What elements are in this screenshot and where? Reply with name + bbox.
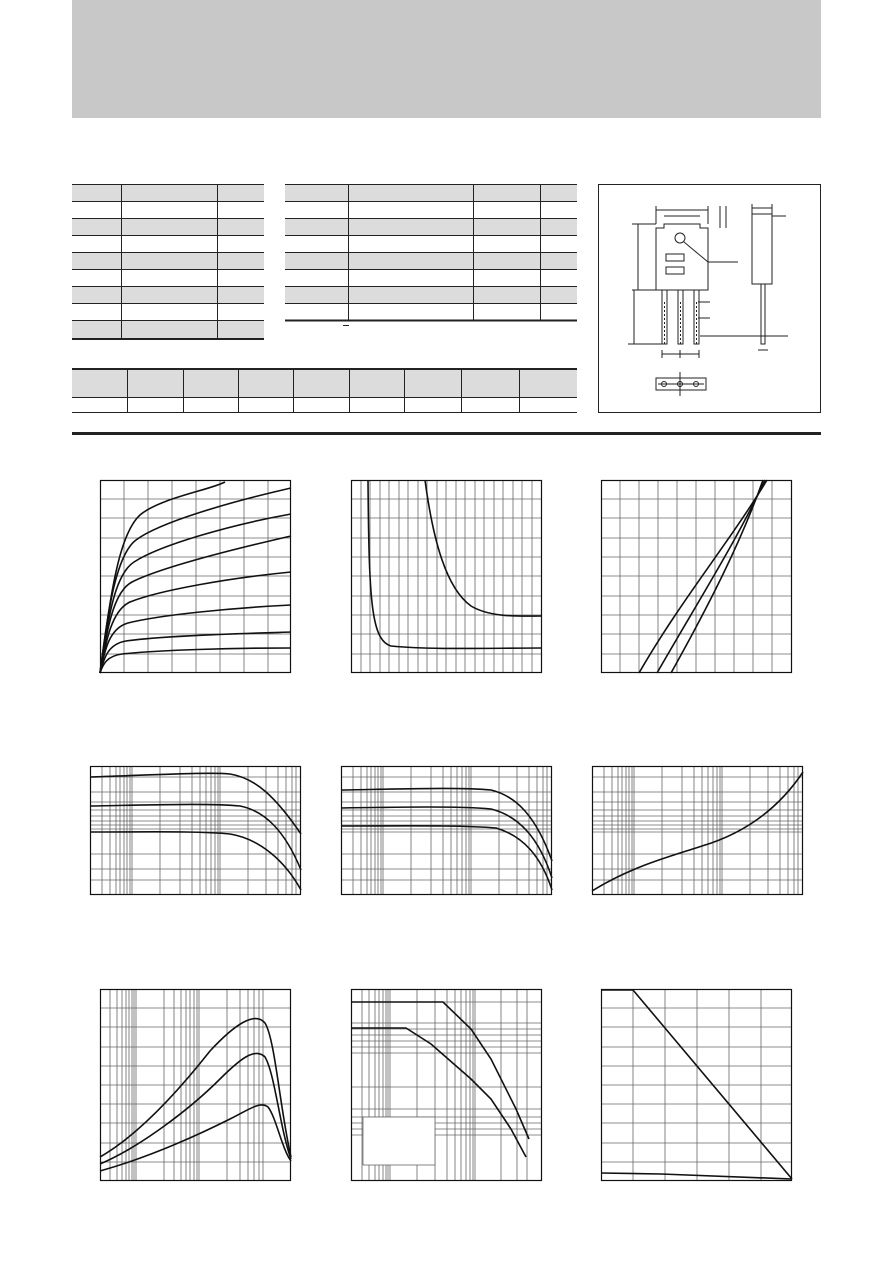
graph-hfe-ic (90, 766, 301, 895)
hfe-classification-table (72, 368, 577, 414)
characteristics-table (285, 184, 577, 329)
graph-vbe-sat (592, 766, 803, 895)
graph-power-derating (601, 989, 792, 1181)
graph-ft-ic (100, 989, 291, 1181)
header-band (72, 0, 821, 118)
graph-hfe-temperature (341, 766, 552, 895)
graph-safe-operating-area (351, 989, 542, 1181)
ratings-table-left (72, 184, 264, 342)
section-divider (72, 432, 821, 435)
graph-output-characteristics (100, 480, 291, 673)
package-outline-drawing (598, 184, 821, 413)
graph-ic-vbe (601, 480, 792, 673)
graph-saturation-voltage (351, 480, 542, 673)
